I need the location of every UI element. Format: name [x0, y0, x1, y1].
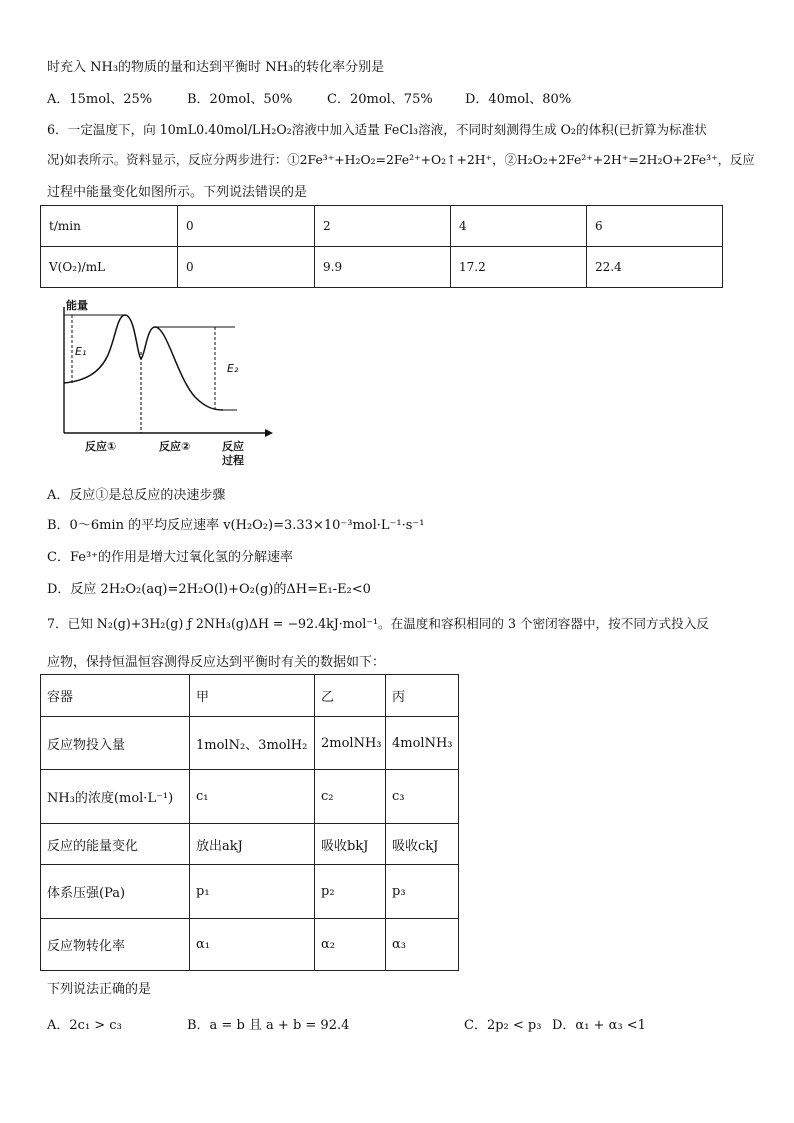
q5-stem: 时充入 NH₃的物质的量和达到平衡时 NH₃的转化率分别是 [47, 60, 385, 75]
table-cell: p₁ [190, 865, 315, 919]
table-cell: 4molNH₃ [386, 717, 459, 770]
table-row [41, 206, 723, 247]
energy-curve [64, 315, 223, 410]
step2-label: 反应② [159, 440, 191, 453]
table-cell: 吸收ckJ [386, 824, 459, 865]
table-cell: t/min [41, 206, 178, 247]
table-row [41, 865, 459, 919]
table-cell: 22.4 [587, 247, 723, 288]
table-cell: 2 [315, 206, 451, 247]
table-cell: 6 [587, 206, 723, 247]
table-cell: p₃ [386, 865, 459, 919]
q5-option-a: A．15mol、25% [47, 92, 153, 107]
table-cell: 反应的能量变化 [41, 824, 190, 865]
table-header-cell: 丙 [386, 675, 459, 717]
table-cell: c₁ [190, 770, 315, 824]
table-cell: 反应物投入量 [41, 717, 190, 770]
q6-stem-line2: 况)如表所示。资料显示，反应分两步进行：①2Fe³⁺+H₂O₂=2Fe²⁺+O₂↑+2H⁺，②H₂O₂+2Fe²⁺+2H⁺=2H₂O+2Fe³⁺，反应 [47, 152, 755, 167]
q7-stem-line1: 7．已知 N₂(g)+3H₂(g) ƒ 2NH₃(g)ΔH = −92.4kJ·mol⁻¹。在温度和容积相同的 3 个密闭容器中，按不同方式投入反 [47, 616, 709, 631]
q7-option-d: D．α₁ + α₃ <1 [552, 1018, 646, 1033]
q6-option-a: A．反应①是总反应的决速步骤 [47, 488, 226, 503]
table-row [41, 247, 723, 288]
q7-option-a: A．2c₁ > c₃ [47, 1018, 122, 1033]
table-cell: 17.2 [451, 247, 587, 288]
q5-option-b: B．20mol、50% [187, 92, 293, 107]
e1-label: E₁ [75, 345, 87, 358]
q5-option-c: C．20mol、75% [327, 92, 433, 107]
table-row [41, 824, 459, 865]
table-cell: p₂ [315, 865, 386, 919]
table-cell: 4 [451, 206, 587, 247]
table-row [41, 770, 459, 824]
table-cell: 放出akJ [190, 824, 315, 865]
table-cell: 反应物转化率 [41, 919, 190, 971]
table-cell: α₃ [386, 919, 459, 971]
table-cell: V(O₂)/mL [41, 247, 178, 288]
q6-stem-line3: 过程中能量变化如图所示。下列说法错误的是 [47, 185, 308, 200]
x-axis-label-1: 反应 [222, 440, 244, 453]
energy-diagram [55, 297, 280, 469]
q7-stem-line2: 应物，保持恒温恒容测得反应达到平衡时有关的数据如下： [47, 655, 386, 670]
table-cell: NH₃的浓度(mol·L⁻¹) [41, 770, 190, 824]
table-cell: c₂ [315, 770, 386, 824]
q7-question: 下列说法正确的是 [47, 982, 152, 997]
q5-option-d: D．40mol、80% [465, 92, 572, 107]
q6-option-d: D．反应 2H₂O₂(aq)=2H₂O(l)+O₂(g)的ΔH=E₁-E₂<0 [47, 582, 371, 597]
q7-option-b: B．a = b 且 a + b = 92.4 [187, 1018, 350, 1033]
table-cell: c₃ [386, 770, 459, 824]
table-row [41, 919, 459, 971]
table-cell: 2molNH₃ [315, 717, 386, 770]
table-cell: 1molN₂、3molH₂ [190, 717, 315, 770]
table-cell: α₂ [315, 919, 386, 971]
step1-label: 反应① [85, 440, 117, 453]
q7-option-c: C．2p₂ < p₃ [464, 1018, 542, 1033]
y-axis-label: 能量 [66, 299, 88, 312]
table-cell: 吸收bkJ [315, 824, 386, 865]
table-cell: α₁ [190, 919, 315, 971]
table-header-cell: 甲 [190, 675, 315, 717]
table-header-row [41, 675, 459, 717]
table-cell: 0 [178, 206, 315, 247]
table-cell: 9.9 [315, 247, 451, 288]
x-axis-label-2: 过程 [222, 454, 244, 467]
q6-option-b: B．0～6min 的平均反应速率 v(H₂O₂)=3.33×10⁻³mol·L⁻¹·s⁻¹ [47, 518, 425, 533]
table-cell: 0 [178, 247, 315, 288]
x-axis-arrow [265, 429, 273, 437]
q6-data-table [40, 205, 723, 288]
table-header-cell: 容器 [41, 675, 190, 717]
table-row [41, 717, 459, 770]
q7-data-table [40, 674, 459, 971]
table-cell: 体系压强(Pa) [41, 865, 190, 919]
q6-option-c: C．Fe³⁺的作用是增大过氧化氢的分解速率 [47, 550, 294, 565]
e2-label: E₂ [227, 362, 239, 375]
q6-stem-line1: 6．一定温度下，向 10mL0.40mol/LH₂O₂溶液中加入适量 FeCl₃溶液，不同时刻测得生成 O₂的体积(已折算为标准状 [47, 122, 707, 137]
table-header-cell: 乙 [315, 675, 386, 717]
